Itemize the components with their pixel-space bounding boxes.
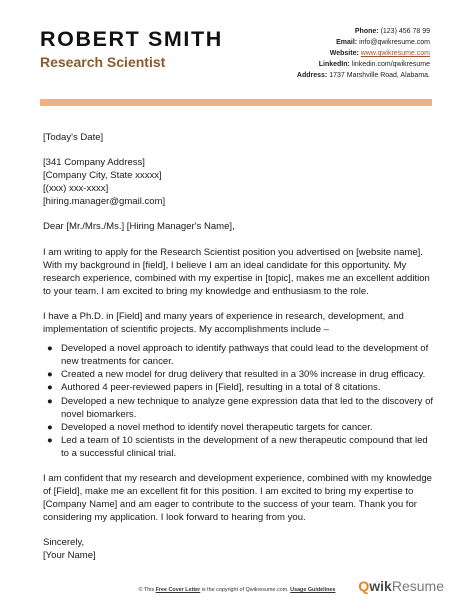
list-item [43, 368, 435, 381]
website-link[interactable]: www.qwikresume.com [360, 50, 430, 57]
bullet-icon: ● [47, 382, 53, 394]
job-title: Research Scientist [40, 54, 166, 70]
contact-email-row [297, 37, 430, 48]
applicant-name: ROBERT SMITH [40, 27, 223, 51]
email-value[interactable]: info@qwikresume.com [359, 39, 430, 46]
list-item [43, 395, 435, 421]
letter-date: [Today's Date] [43, 132, 104, 143]
list-item-text: Developed a new technique to analyze gene expression data that led to the discovery of novel biomarkers. [61, 395, 434, 420]
address-line: [hiring.manager@gmail.com] [43, 196, 166, 208]
logo-wik: wik [369, 578, 392, 594]
list-item-text: Led a team of 10 scientists in the development of a new therapeutic compound that led to a successful clinical trial. [61, 434, 428, 459]
contact-block [297, 26, 430, 81]
address-line: [341 Company Address] [43, 157, 145, 169]
address-line: [Company City, State xxxxx] [43, 170, 162, 182]
phone-label: Phone: [354, 28, 379, 35]
list-item-text: Developed a novel method to identify novel therapeutic targets for cancer. [61, 421, 373, 433]
list-item-text: Created a new model for drug delivery that resulted in a 30% increase in drug efficacy. [61, 369, 426, 381]
list-item-text: Developed a novel approach to identify pathways that could lead to the development of new treatments for cancer. [61, 343, 429, 368]
website-label: Website: [329, 50, 359, 57]
paragraph-intro: I am writing to apply for the Research Scientist position you advertised on [website name]. With my background in [field], I believe I am an ideal candidate for this opportunity. My research experience, combined with my expertise in [topic], makes me an excellent addition to your team. I am excited to bring my knowledge and enthusiasm to the role. [43, 246, 430, 297]
qwikresume-logo [358, 578, 444, 594]
bullet-icon: ● [47, 369, 53, 381]
logo-q: Q [358, 578, 370, 594]
signature: [Your Name] [43, 550, 96, 562]
bullet-icon: ● [47, 395, 53, 407]
contact-address-row [297, 70, 430, 81]
linkedin-label: LinkedIn: [318, 61, 350, 68]
address-label: Address: [296, 72, 328, 79]
list-item [43, 434, 435, 460]
email-label: Email: [336, 39, 358, 46]
contact-linkedin-row [297, 59, 430, 70]
phone-value: (123) 456 78 99 [380, 28, 430, 35]
footer-middle: is the copyright of Qwikresume.com. [201, 587, 289, 593]
contact-website-row [297, 48, 430, 59]
address-line: [(xxx) xxx-xxxx] [43, 183, 109, 195]
list-item-text: Authored 4 peer-reviewed papers in [Field], resulting in a total of 8 citations. [61, 382, 381, 394]
usage-guidelines-link[interactable]: Usage Guidelines [290, 587, 336, 593]
letter-body [43, 131, 435, 563]
accomplishments-list [43, 342, 435, 460]
paragraph-closing: I am confident that my research and development experience, combined with my knowledge of [Field], make me an excellent fit for this position. I am excited to bring my expertise to [Company Name] and am eager to contribute to the success of your team. Thank you for considering my application. I look forward to hearing from you. [43, 472, 432, 524]
paragraph-background: I have a Ph.D. in [Field] and many years of experience in research, development, and implementation of scientific projects. My accomplishments include – [43, 310, 404, 336]
bullet-icon: ● [47, 421, 53, 433]
recipient-address [43, 156, 435, 208]
greeting: Dear [Mr./Mrs./Ms.] [Hiring Manager's Name], [43, 221, 235, 233]
free-cover-letter-link[interactable]: Free Cover Letter [155, 587, 201, 593]
bullet-icon: ● [47, 343, 53, 355]
list-item [43, 381, 435, 394]
footer-prefix: © This [138, 587, 155, 593]
accent-divider [40, 99, 432, 106]
list-item [43, 342, 435, 368]
sign-off [43, 536, 435, 562]
address-value: 1737 Marshville Road, Alabama. [329, 72, 430, 79]
contact-phone-row [297, 26, 430, 37]
logo-resume: Resume [391, 578, 444, 594]
list-item [43, 421, 435, 434]
bullet-icon: ● [47, 434, 53, 446]
closing: Sincerely, [43, 537, 85, 549]
linkedin-value[interactable]: linkedin.com/qwikresume [351, 61, 430, 68]
